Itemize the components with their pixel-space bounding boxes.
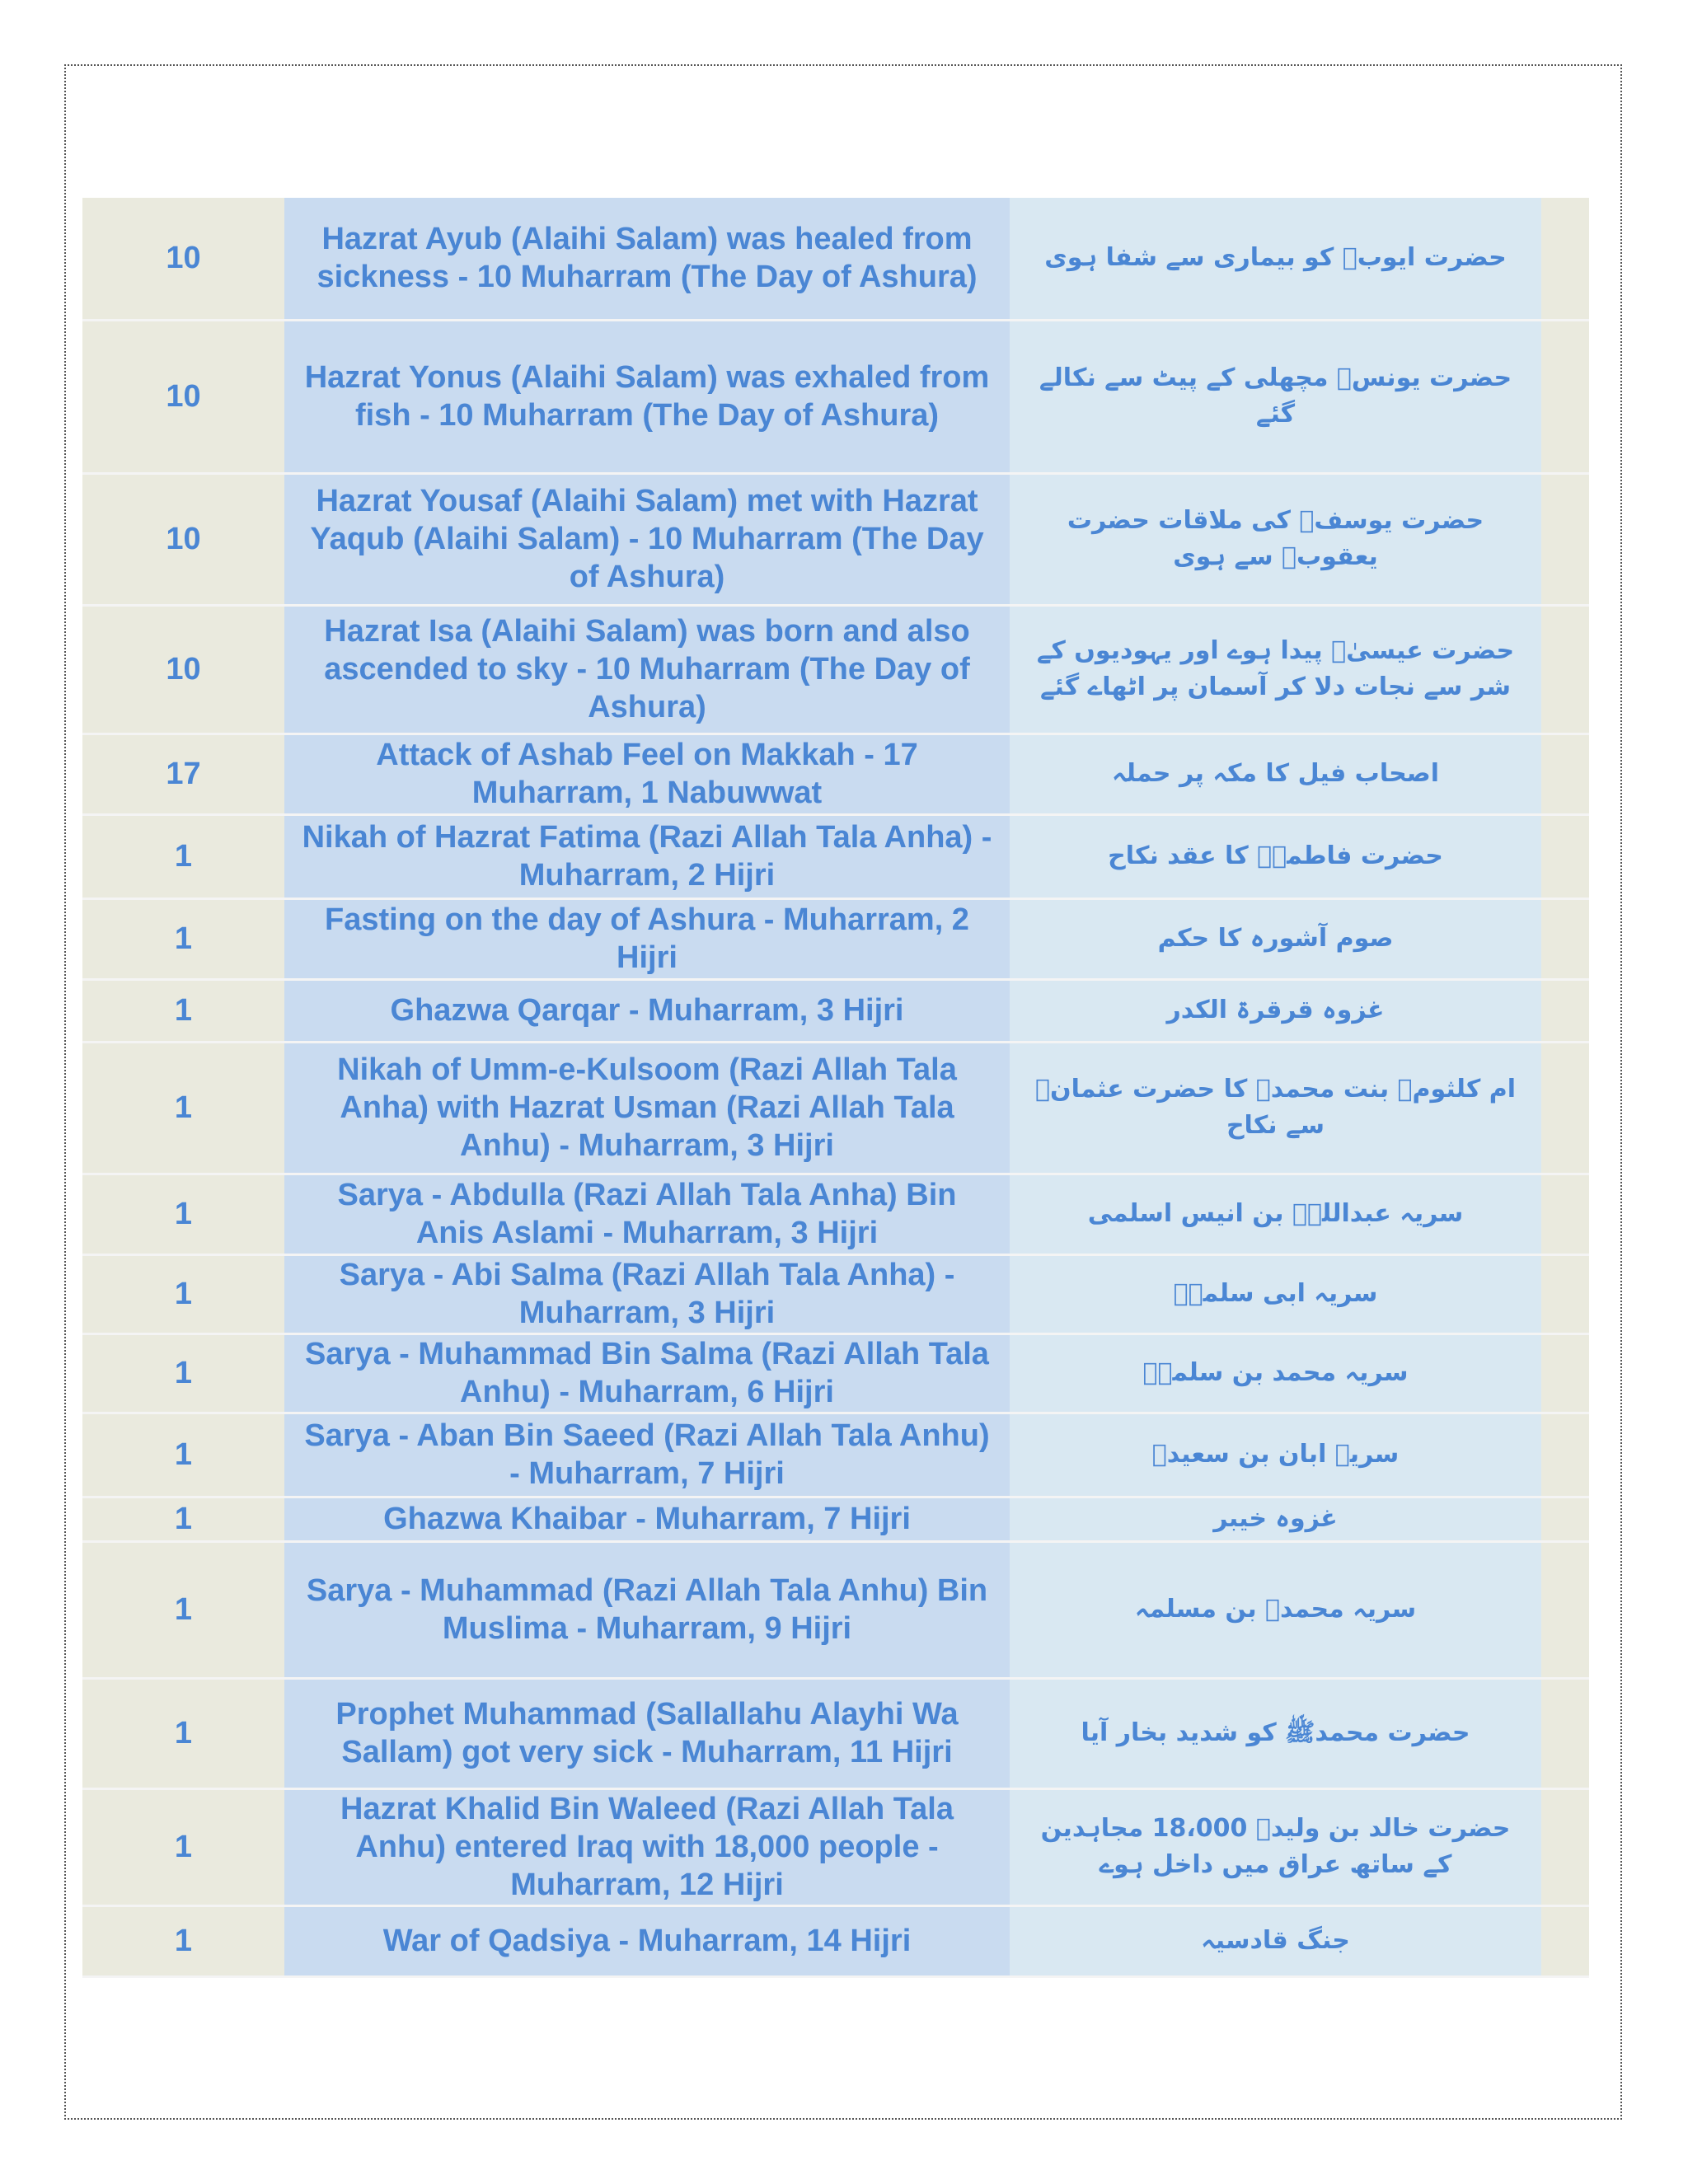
event-english: Hazrat Yonus (Alaihi Salam) was exhaled from fish - 10 Muharram (The Day of Ashura) xyxy=(284,320,1010,473)
event-english: Sarya - Abdulla (Razi Allah Tala Anha) Bin Anis Aslami - Muharram, 3 Hijri xyxy=(284,1174,1010,1254)
row-end-cell xyxy=(1541,1678,1589,1788)
event-urdu: حضرت خالد بن ولیدؓ 18،000 مجاہدین کے ساتھ عراق میں داخل ہوے xyxy=(1010,1788,1541,1905)
event-urdu: حضرت فاطمہؓ کا عقد نکاح xyxy=(1010,814,1541,898)
table-row xyxy=(82,1254,1589,1333)
day-number: 1 xyxy=(82,979,284,1042)
day-number: 1 xyxy=(82,1541,284,1678)
events-table xyxy=(82,198,1589,1978)
event-english: War of Qadsiya - Muharram, 14 Hijri xyxy=(284,1905,1010,1976)
event-urdu: حضرت عیسیٰؑ پیدا ہوے اور یہودیوں کے شر سے نجات دلا کر آسمان پر اٹھاے گئے xyxy=(1010,605,1541,733)
row-end-cell xyxy=(1541,1254,1589,1333)
row-end-cell xyxy=(1541,320,1589,473)
event-urdu: سریہ ابی سلمہؓ xyxy=(1010,1254,1541,1333)
table-row xyxy=(82,1541,1589,1678)
event-urdu: غزوہ قرقرۃ الکدر xyxy=(1010,979,1541,1042)
event-english: Hazrat Ayub (Alaihi Salam) was healed from sickness - 10 Muharram (The Day of Ashura) xyxy=(284,198,1010,320)
event-english: Nikah of Hazrat Fatima (Razi Allah Tala Anha) - Muharram, 2 Hijri xyxy=(284,814,1010,898)
event-english: Sarya - Muhammad Bin Salma (Razi Allah Tala Anhu) - Muharram, 6 Hijri xyxy=(284,1333,1010,1413)
table-row xyxy=(82,979,1589,1042)
table-row xyxy=(82,1174,1589,1254)
row-end-cell xyxy=(1541,1174,1589,1254)
event-urdu: اصحاب فیل کا مکہ پر حملہ xyxy=(1010,733,1541,814)
table-row xyxy=(82,473,1589,605)
table-row xyxy=(82,1678,1589,1788)
event-urdu: ام کلثومؓ بنت محمدﷺ کا حضرت عثمانؓ سے نکاح xyxy=(1010,1042,1541,1174)
row-end-cell xyxy=(1541,1042,1589,1174)
table-row xyxy=(82,1413,1589,1497)
table-row xyxy=(82,898,1589,979)
row-end-cell xyxy=(1541,1333,1589,1413)
day-number: 10 xyxy=(82,473,284,605)
event-english: Attack of Ashab Feel on Makkah - 17 Muharram, 1 Nabuwwat xyxy=(284,733,1010,814)
table-row xyxy=(82,605,1589,733)
event-urdu: صوم آشورہ کا حکم xyxy=(1010,898,1541,979)
day-number: 10 xyxy=(82,198,284,320)
event-urdu: حضرت یونسؑ مچھلی کے پیٹ سے نکالے گئے xyxy=(1010,320,1541,473)
table-row xyxy=(82,320,1589,473)
day-number: 1 xyxy=(82,898,284,979)
event-english: Sarya - Abi Salma (Razi Allah Tala Anha) - Muharram, 3 Hijri xyxy=(284,1254,1010,1333)
event-urdu: حضرت یوسفؑ کی ملاقات حضرت یعقوبؑ سے ہوی xyxy=(1010,473,1541,605)
table-row xyxy=(82,814,1589,898)
row-end-cell xyxy=(1541,605,1589,733)
event-english: Fasting on the day of Ashura - Muharram, 2 Hijri xyxy=(284,898,1010,979)
day-number: 1 xyxy=(82,1254,284,1333)
event-english: Prophet Muhammad (Sallallahu Alayhi Wa Sallam) got very sick - Muharram, 11 Hijri xyxy=(284,1678,1010,1788)
day-number: 1 xyxy=(82,1905,284,1976)
row-end-cell xyxy=(1541,1905,1589,1976)
table-row xyxy=(82,1905,1589,1976)
event-english: Nikah of Umm-e-Kulsoom (Razi Allah Tala Anha) with Hazrat Usman (Razi Allah Tala Anhu) - Muharram, 3 Hijri xyxy=(284,1042,1010,1174)
row-end-cell xyxy=(1541,814,1589,898)
table-row xyxy=(82,198,1589,320)
table-row xyxy=(82,733,1589,814)
row-end-cell xyxy=(1541,198,1589,320)
event-urdu: حضرت ایوبؑ کو بیماری سے شفا ہوی xyxy=(1010,198,1541,320)
row-end-cell xyxy=(1541,1497,1589,1541)
day-number: 1 xyxy=(82,1678,284,1788)
event-urdu: جنگ قادسیہ xyxy=(1010,1905,1541,1976)
event-english: Sarya - Muhammad (Razi Allah Tala Anhu) Bin Muslima - Muharram, 9 Hijri xyxy=(284,1541,1010,1678)
day-number: 1 xyxy=(82,1042,284,1174)
day-number: 10 xyxy=(82,605,284,733)
row-end-cell xyxy=(1541,1413,1589,1497)
event-english: Ghazwa Khaibar - Muharram, 7 Hijri xyxy=(284,1497,1010,1541)
event-english: Hazrat Khalid Bin Waleed (Razi Allah Tala Anhu) entered Iraq with 18,000 people - Muharram, 12 Hijri xyxy=(284,1788,1010,1905)
day-number: 1 xyxy=(82,1413,284,1497)
event-urdu: سریہ عبداللہؓ بن انیس اسلمی xyxy=(1010,1174,1541,1254)
event-english: Sarya - Aban Bin Saeed (Razi Allah Tala Anhu) - Muharram, 7 Hijri xyxy=(284,1413,1010,1497)
day-number: 1 xyxy=(82,1788,284,1905)
event-urdu: سریہ ابان بن سعیدؓ xyxy=(1010,1413,1541,1497)
table-row xyxy=(82,1788,1589,1905)
day-number: 1 xyxy=(82,1333,284,1413)
row-end-cell xyxy=(1541,1788,1589,1905)
day-number: 17 xyxy=(82,733,284,814)
event-urdu: غزوہ خیبر xyxy=(1010,1497,1541,1541)
row-end-cell xyxy=(1541,1541,1589,1678)
event-urdu: حضرت محمدﷺ کو شدید بخار آیا xyxy=(1010,1678,1541,1788)
day-number: 10 xyxy=(82,320,284,473)
table-body xyxy=(82,198,1589,1976)
event-english: Ghazwa Qarqar - Muharram, 3 Hijri xyxy=(284,979,1010,1042)
row-end-cell xyxy=(1541,473,1589,605)
table-row xyxy=(82,1333,1589,1413)
event-urdu: سریہ محمدؓ بن مسلمہ xyxy=(1010,1541,1541,1678)
row-end-cell xyxy=(1541,979,1589,1042)
table-row xyxy=(82,1042,1589,1174)
day-number: 1 xyxy=(82,1497,284,1541)
event-english: Hazrat Yousaf (Alaihi Salam) met with Hazrat Yaqub (Alaihi Salam) - 10 Muharram (The Day of Ashura) xyxy=(284,473,1010,605)
event-urdu: سریہ محمد بن سلمہؓ xyxy=(1010,1333,1541,1413)
row-end-cell xyxy=(1541,733,1589,814)
day-number: 1 xyxy=(82,1174,284,1254)
day-number: 1 xyxy=(82,814,284,898)
row-end-cell xyxy=(1541,898,1589,979)
table-row xyxy=(82,1497,1589,1541)
event-english: Hazrat Isa (Alaihi Salam) was born and also ascended to sky - 10 Muharram (The Day of Ashura) xyxy=(284,605,1010,733)
